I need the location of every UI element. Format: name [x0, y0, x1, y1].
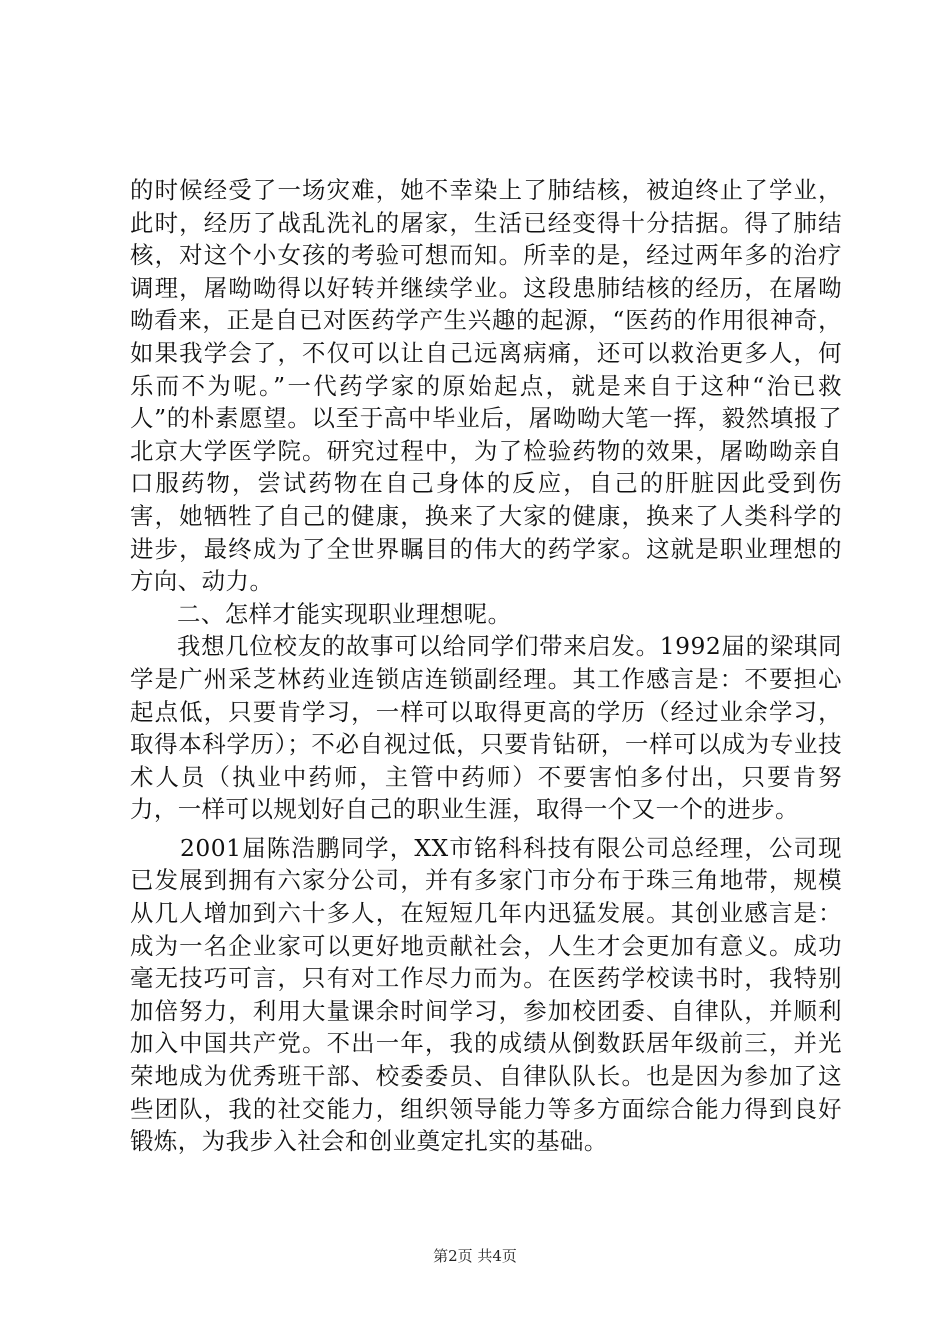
paragraph-tu-youyou-story: 的时候经受了一场灾难，她不幸染上了肺结核，被迫终止了学业，此时，经历了战乱洗礼的屠家，生活已经变得十分拮据。得了肺结核，对这个小女孩的考验可想而知。所幸的是，经过两年多的治疗调理，屠呦呦得以好转并继续学业。这段患肺结核的经历，在屠呦呦看来，正是自已对医药学产生兴趣的起源，“医药的作用很神奇，如果我学会了，不仅可以让自己远离病痛，还可以救治更多人，何乐而不为呢。”一代药学家的原始起点，就是来自于这种“治已救人”的朴素愿望。以至于高中毕业后，屠呦呦大笔一挥，毅然填报了北京大学医学院。研究过程中，为了检验药物的效果，屠呦呦亲自口服药物，尝试药物在自己身体的反应，自己的肝脏因此受到伤害，她牺牲了自己的健康，换来了大家的健康，换来了人类科学的进步，最终成为了全世界瞩目的伟大的药学家。这就是职业理想的方向、动力。	[130, 176, 842, 596]
document-body	[130, 174, 842, 1158]
section-heading-how-to-realize: 二、怎样才能实现职业理想呢。	[177, 599, 512, 628]
paragraph-liang-qi-story: 我想几位校友的故事可以给同学们带来启发。1992届的梁琪同学是广州采芝林药业连锁店连锁副经理。其工作感言是：不要担心起点低，只要肯学习，一样可以取得更高的学历（经过业余学习，取得本科学历）；不必自视过低，只要肯钻研，一样可以成为专业技术人员（执业中药师，主管中药师）不要害怕多付出，只要肯努力，一样可以规划好自己的职业生涯，取得一个又一个的进步。	[130, 632, 842, 824]
paragraph-chen-haopeng-story: 2001届陈浩鹏同学，XX市铭科科技有限公司总经理，公司现已发展到拥有六家分公司，并有多家门市分布于珠三角地带，规模从几人增加到六十多人，在短短几年内迅猛发展。其创业感言是：成为一名企业家可以更好地贡献社会，人生才会更加有意义。成功毫无技巧可言，只有对工作尽力而为。在医药学校读书时，我特别加倍努力，利用大量课余时间学习，参加校团委、自律队，并顺利加入中国共产党。不出一年，我的成绩从倒数跃居年级前三，并光荣地成为优秀班干部、校委委员、自律队队长。也是因为参加了这些团队，我的社交能力，组织领导能力等多方面综合能力得到良好锻炼，为我步入社会和创业奠定扎实的基础。	[130, 833, 842, 1156]
page-footer: 第2页 共4页	[433, 1247, 517, 1265]
